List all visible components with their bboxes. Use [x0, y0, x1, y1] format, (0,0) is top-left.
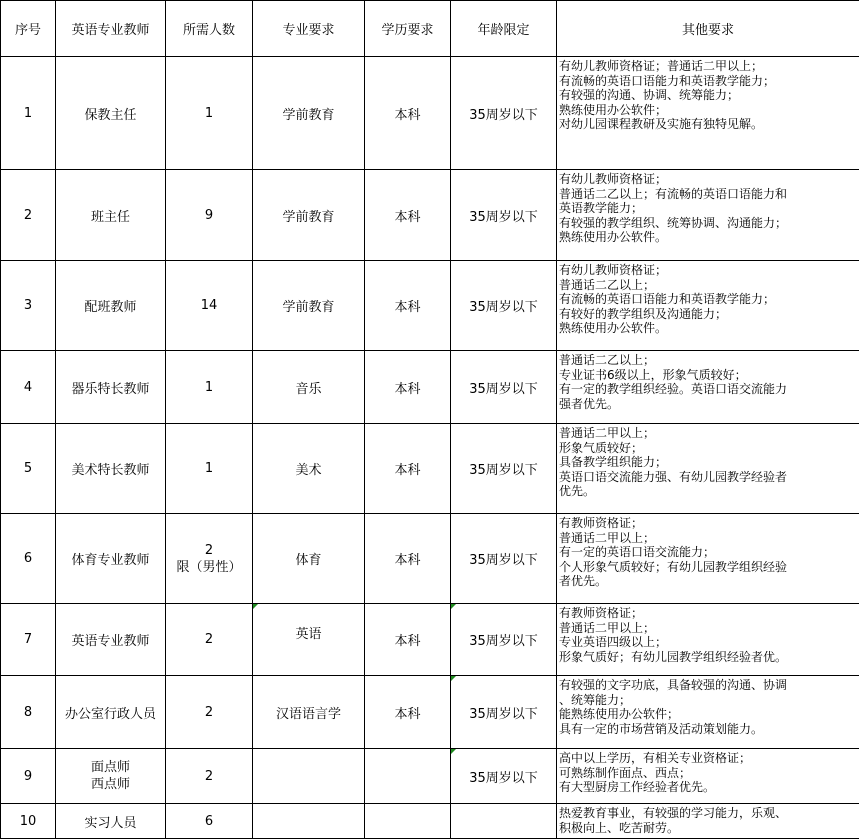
- requirement-line: 形象气质好；有幼儿园教学组织经验者优。: [559, 650, 859, 665]
- cell-count: 2: [166, 604, 253, 676]
- cell-education: 本科: [365, 351, 451, 424]
- cell-position: [56, 749, 166, 804]
- requirement-line: 热爱教育事业，有较强的学习能力，乐观、: [559, 806, 859, 821]
- requirement-line: 有大型厨房工作经验者优先。: [559, 780, 859, 795]
- cell-position: 保教主任: [56, 57, 166, 170]
- cell-age: 35周岁以下: [451, 261, 557, 351]
- requirement-line: 对幼儿园课程教研及实施有独特见解。: [559, 117, 859, 132]
- cell-count: 2: [166, 676, 253, 749]
- requirement-line: 英语教学能力；: [559, 201, 859, 216]
- header-position: 英语专业教师: [56, 1, 166, 57]
- cell-education: 本科: [365, 57, 451, 170]
- cell-major: 学前教育: [253, 57, 365, 170]
- cell-other: [557, 749, 859, 804]
- cell-number: 2: [1, 170, 56, 261]
- cell-education: 本科: [365, 170, 451, 261]
- requirement-line: 有一定的教学组织经验。英语口语交流能力: [559, 382, 859, 397]
- cell-count: 1: [166, 424, 253, 514]
- header-row: [1, 1, 859, 57]
- cell-number: 10: [1, 804, 56, 839]
- cell-major: [253, 804, 365, 839]
- requirement-line: 有较好的教学组织及沟通能力；: [559, 307, 859, 322]
- cell-age: 35周岁以下: [451, 424, 557, 514]
- requirement-line: 普通话二乙以上；: [559, 353, 859, 368]
- cell-education: 本科: [365, 604, 451, 676]
- requirement-line: 有流畅的英语口语能力和英语教学能力；: [559, 74, 859, 89]
- cell-major: [253, 749, 365, 804]
- major-text: 英语: [295, 627, 321, 642]
- requirement-line: 能熟练使用办公软件；: [559, 707, 859, 722]
- age-text: 35周岁以下: [469, 634, 538, 649]
- cell-count: 9: [166, 170, 253, 261]
- cell-position: 实习人员: [56, 804, 166, 839]
- requirement-line: 有一定的英语口语交流能力；: [559, 545, 859, 560]
- requirement-line: 个人形象气质较好；有幼儿园教学组织经验: [559, 560, 859, 575]
- requirement-line: 普通话二甲以上；: [559, 426, 859, 441]
- cell-position: 美术特长教师: [56, 424, 166, 514]
- requirement-line: 强者优先。: [559, 397, 859, 412]
- cell-major: 体育: [253, 514, 365, 604]
- cell-count: 1: [166, 351, 253, 424]
- cell-age: [451, 604, 557, 676]
- cell-count: 1: [166, 57, 253, 170]
- requirement-line: 普通话二乙以上；有流畅的英语口语能力和: [559, 187, 859, 202]
- header-number: 序号: [1, 1, 56, 57]
- table-row: [1, 514, 859, 604]
- cell-other: [557, 604, 859, 676]
- cell-major: [253, 604, 365, 676]
- table-row: [1, 424, 859, 514]
- cell-other: [557, 514, 859, 604]
- cell-position: 器乐特长教师: [56, 351, 166, 424]
- cell-number: 3: [1, 261, 56, 351]
- requirement-line: 有幼儿教师资格证；: [559, 263, 859, 278]
- header-other: 其他要求: [557, 1, 859, 57]
- comment-marker: [451, 604, 456, 609]
- requirement-line: 熟练使用办公软件；: [559, 103, 859, 118]
- table-row: [1, 604, 859, 676]
- cell-education: 本科: [365, 424, 451, 514]
- requirement-line: 熟练使用办公软件。: [559, 230, 859, 245]
- requirement-line: 具有一定的市场营销及活动策划能力。: [559, 722, 859, 737]
- table-row: [1, 170, 859, 261]
- cell-age: [451, 676, 557, 749]
- table-row: [1, 261, 859, 351]
- cell-education: [365, 749, 451, 804]
- cell-position: 配班教师: [56, 261, 166, 351]
- age-text: 35周岁以下: [469, 707, 538, 722]
- requirement-line: 有较强的文字功底，具备较强的沟通、协调: [559, 678, 859, 693]
- requirement-line: 优先。: [559, 484, 859, 499]
- cell-number: 5: [1, 424, 56, 514]
- cell-major: 学前教育: [253, 261, 365, 351]
- requirement-line: 有幼儿教师资格证；普通话二甲以上；: [559, 59, 859, 74]
- requirement-line: 形象气质较好；: [559, 441, 859, 456]
- cell-age: [451, 804, 557, 839]
- cell-number: 7: [1, 604, 56, 676]
- cell-other: [557, 351, 859, 424]
- requirement-line: 有教师资格证；: [559, 516, 859, 531]
- requirement-line: 具备教学组织能力；: [559, 455, 859, 470]
- cell-count: 14: [166, 261, 253, 351]
- requirement-line: 有较强的沟通、协调、统筹能力；: [559, 88, 859, 103]
- cell-other: [557, 676, 859, 749]
- cell-number: 1: [1, 57, 56, 170]
- cell-education: [365, 804, 451, 839]
- requirement-line: 积极向上、吃苦耐劳。: [559, 821, 859, 836]
- cell-position: 班主任: [56, 170, 166, 261]
- requirement-line: 普通话二甲以上；: [559, 621, 859, 636]
- cell-number: 4: [1, 351, 56, 424]
- cell-position: 英语专业教师: [56, 604, 166, 676]
- requirement-line: 普通话二乙以上；: [559, 278, 859, 293]
- requirement-line: 有流畅的英语口语能力和英语教学能力；: [559, 292, 859, 307]
- cell-number: 8: [1, 676, 56, 749]
- cell-age: 35周岁以下: [451, 351, 557, 424]
- cell-education: 本科: [365, 514, 451, 604]
- cell-major: 学前教育: [253, 170, 365, 261]
- requirement-line: 有较强的教学组织、统筹协调、沟通能力；: [559, 216, 859, 231]
- requirement-line: 英语口语交流能力强、有幼儿园教学经验者: [559, 470, 859, 485]
- age-text: 35周岁以下: [469, 771, 538, 786]
- cell-other: [557, 424, 859, 514]
- cell-education: 本科: [365, 261, 451, 351]
- cell-position: 办公室行政人员: [56, 676, 166, 749]
- cell-age: [451, 749, 557, 804]
- cell-other: [557, 170, 859, 261]
- header-count: 所需人数: [166, 1, 253, 57]
- comment-marker: [451, 676, 456, 681]
- cell-major: 汉语语言学: [253, 676, 365, 749]
- cell-major: 美术: [253, 424, 365, 514]
- cell-count: [166, 514, 253, 604]
- requirement-line: 普通话二甲以上；: [559, 531, 859, 546]
- requirement-line: 有教师资格证；: [559, 606, 859, 621]
- table-row: [1, 676, 859, 749]
- cell-number: 6: [1, 514, 56, 604]
- cell-age: 35周岁以下: [451, 57, 557, 170]
- table-row: [1, 804, 859, 839]
- cell-count: 6: [166, 804, 253, 839]
- header-major: 专业要求: [253, 1, 365, 57]
- position-line: 面点师: [56, 759, 165, 776]
- requirement-line: 、统筹能力；: [559, 693, 859, 708]
- cell-age: 35周岁以下: [451, 170, 557, 261]
- cell-count: 2: [166, 749, 253, 804]
- requirement-line: 专业证书6级以上，形象气质较好；: [559, 368, 859, 383]
- header-age: 年龄限定: [451, 1, 557, 57]
- table-row: [1, 57, 859, 170]
- requirement-line: 者优先。: [559, 574, 859, 589]
- table-row: [1, 749, 859, 804]
- count-value: 2: [166, 542, 252, 559]
- cell-education: 本科: [365, 676, 451, 749]
- table-row: [1, 351, 859, 424]
- cell-number: 9: [1, 749, 56, 804]
- requirement-line: 熟练使用办公软件。: [559, 321, 859, 336]
- cell-other: [557, 57, 859, 170]
- position-line: 西点师: [56, 776, 165, 793]
- requirement-line: 高中以上学历，有相关专业资格证；: [559, 751, 859, 766]
- cell-age: 35周岁以下: [451, 514, 557, 604]
- header-education: 学历要求: [365, 1, 451, 57]
- cell-position: 体育专业教师: [56, 514, 166, 604]
- comment-marker: [451, 749, 456, 754]
- requirement-line: 专业英语四级以上；: [559, 635, 859, 650]
- comment-marker: [253, 604, 258, 609]
- count-note: 限（男性）: [166, 559, 252, 576]
- requirement-line: 可熟练制作面点、西点；: [559, 766, 859, 781]
- cell-other: [557, 804, 859, 839]
- cell-major: 音乐: [253, 351, 365, 424]
- requirement-line: 有幼儿教师资格证；: [559, 172, 859, 187]
- cell-other: [557, 261, 859, 351]
